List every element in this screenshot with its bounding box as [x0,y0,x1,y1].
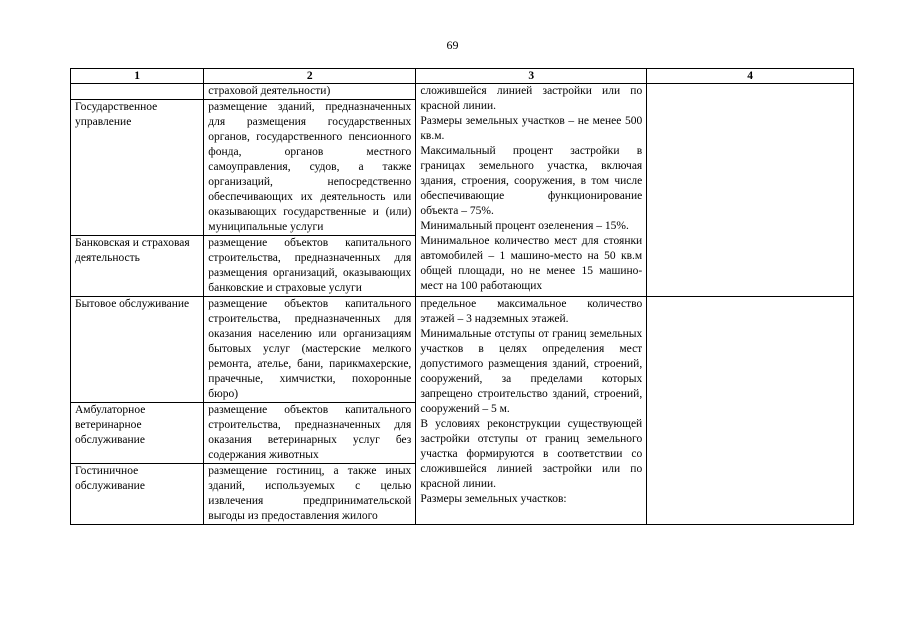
parameter-paragraph: Минимальное количество мест для стоянки автомобилей – 1 машино-место на 50 кв.м общей площади, но не менее 15 машино-мест на 100 работающих [420,235,643,292]
parameter-paragraph: сложившейся линией застройки или по красной линии. [420,85,643,112]
parameter-paragraph: предельное максимальное количество этажей – 3 надземных этажей. [420,298,643,325]
parameter-paragraph: В условиях реконструкции существующей застройки отступы от границ земельного участка формируются в соответствии со сложившейся линией застройки или по красной линии. [420,418,643,490]
parameters-cell-block-a [416,84,647,297]
use-description-cell: размещение объектов капитального строительства, предназначенных для оказания населению или организациям бытовых услуг (мастерские мелкого ремонта, ателье, бани, парикмахерские, прачечные, химчистки, похоронные бюро) [204,297,416,403]
use-name-cell: Амбулаторное ветеринарное обслуживание [71,403,204,464]
parameter-paragraph: Максимальный процент застройки в границах земельного участка, включая здания, строения, сооружения, в том числе обеспечивающие функционирование объекта – 75%. [420,145,643,217]
table-row [71,84,854,100]
use-description-cell: размещение объектов капитального строительства, предназначенных для размещения организаций, оказывающих банковские и страховые услуги [204,236,416,297]
use-name-cell: Банковская и страховая деятельность [71,236,204,297]
parameter-paragraph: Минимальные отступы от границ земельных участков в целях определения мест допустимого размещения зданий, строений, сооружений, за пределами которых запрещено строительство зданий, строений, сооружений – 5 м. [420,328,643,415]
page-number: 69 [446,38,459,52]
column-header-1: 1 [71,69,204,84]
use-name-cell [71,84,204,100]
parameter-paragraph: Минимальный процент озеленения – 15%. [420,220,629,232]
column-header-3: 3 [416,69,647,84]
parameter-paragraph: Размеры земельных участков: [420,493,567,505]
use-name-cell: Бытовое обслуживание [71,297,204,403]
table-row [71,297,854,403]
land-use-table [70,68,854,525]
parameters-cell-block-b [416,297,647,525]
notes-cell-block-a [647,84,854,297]
column-header-2: 2 [204,69,416,84]
use-description-cell: размещение зданий, предназначенных для размещения государственных органов, государственного пенсионного фонда, органов местного самоуправления, судов, а также организаций, непосредственно обеспечивающих их деятельность или оказывающих государственные и (или) муниципальные услуги [204,100,416,236]
use-description-cell: страховой деятельности) [204,84,416,100]
table-header-row [71,69,854,84]
use-name-cell: Гостиничное обслуживание [71,464,204,525]
use-description-cell: размещение объектов капитального строительства, предназначенных для оказания ветеринарных услуг без содержания животных [204,403,416,464]
parameter-paragraph: Размеры земельных участков – не менее 500 кв.м. [420,115,643,142]
notes-cell-block-b [647,297,854,525]
use-name-cell: Государственное управление [71,100,204,236]
use-description-cell: размещение гостиниц, а также иных зданий, используемых с целью извлечения предпринимательской выгоды из предоставления жилого [204,464,416,525]
column-header-4: 4 [647,69,854,84]
